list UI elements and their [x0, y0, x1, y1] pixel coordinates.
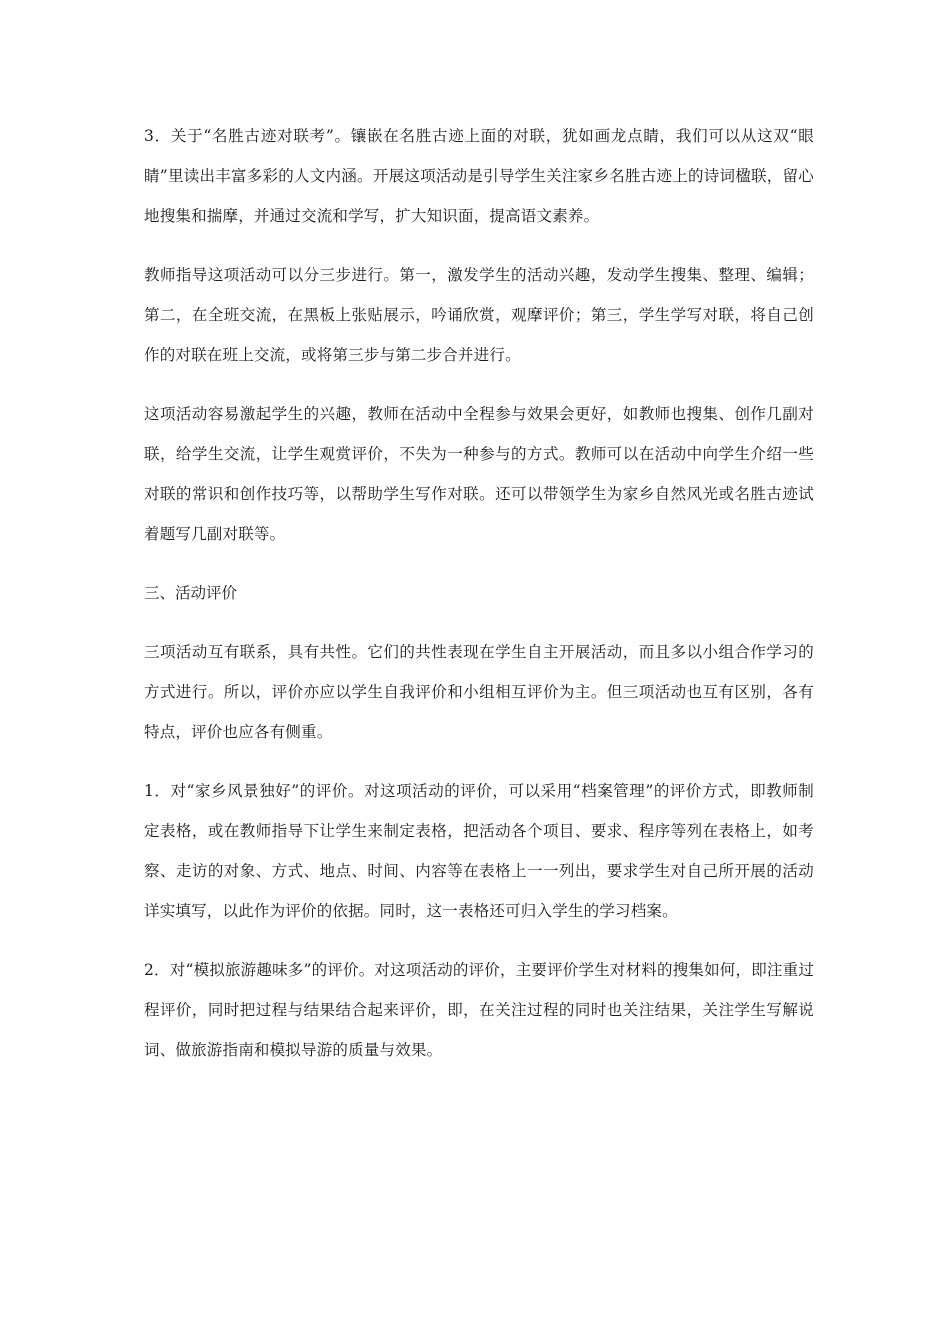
paragraph-gap	[144, 752, 814, 771]
section-heading: 三、活动评价	[144, 584, 238, 602]
paragraph-couplet-activity: 3．关于“名胜古迹对联考”。镶嵌在名胜古迹上面的对联，犹如画龙点睛，我们可以从这双“眼睛”里读出丰富多彩的人文内涵。开展这项活动是引导学生关注家乡名胜古迹上的诗词楹联，留心地搜集和揣摩，并通过交流和学写，扩大知识面，提高语文素养。	[144, 127, 814, 225]
paragraph-gap	[144, 931, 814, 950]
paragraph-teacher-participation: 这项活动容易激起学生的兴趣，教师在活动中全程参与效果会更好，如教师也搜集、创作几副对联，给学生交流，让学生观赏评价，不失为一种参与的方式。教师可以在活动中向学生介绍一些对联的常识和创作技巧等，以帮助学生写作对联。还可以带领学生为家乡自然风光或名胜古迹试着题写几副对联等。	[144, 405, 814, 543]
paragraph-gap	[144, 375, 814, 394]
paragraph-evaluation-2: 2．对“模拟旅游趣味多”的评价。对这项活动的评价，主要评价学生对材料的搜集如何，即注重过程评价，同时把过程与结果结合起来评价，即，在关注过程的同时也关注结果，关注学生写解说词、做旅游指南和模拟导游的质量与效果。	[144, 961, 815, 1059]
paragraph-evaluation-overview: 三项活动互有联系，具有共性。它们的共性表现在学生自主开展活动，而且多以小组合作学习的方式进行。所以，评价亦应以学生自我评价和小组相互评价为主。但三项活动也互有区别，各有特点，评价也应各有侧重。	[144, 643, 814, 741]
paragraph-gap	[144, 613, 814, 632]
paragraph-three-steps: 教师指导这项活动可以分三步进行。第一，激发学生的活动兴趣，发动学生搜集、整理、编辑；第二，在全班交流，在黑板上张贴展示，吟诵欣赏，观摩评价；第三，学生学写对联，将自己创作的对联在班上交流，或将第三步与第二步合并进行。	[144, 266, 814, 364]
paragraph-gap	[144, 554, 814, 573]
paragraph-evaluation-1: 1．对“家乡风景独好”的评价。对这项活动的评价，可以采用“档案管理”的评价方式，即教师制定表格，或在教师指导下让学生来制定表格，把活动各个项目、要求、程序等列在表格上，如考察、走访的对象、方式、地点、时间、内容等在表格上一一列出，要求学生对自己所开展的活动详实填写，以此作为评价的依据。同时，这一表格还可归入学生的学习档案。	[144, 782, 814, 920]
document-body	[144, 116, 814, 1070]
paragraph-gap	[144, 236, 814, 255]
